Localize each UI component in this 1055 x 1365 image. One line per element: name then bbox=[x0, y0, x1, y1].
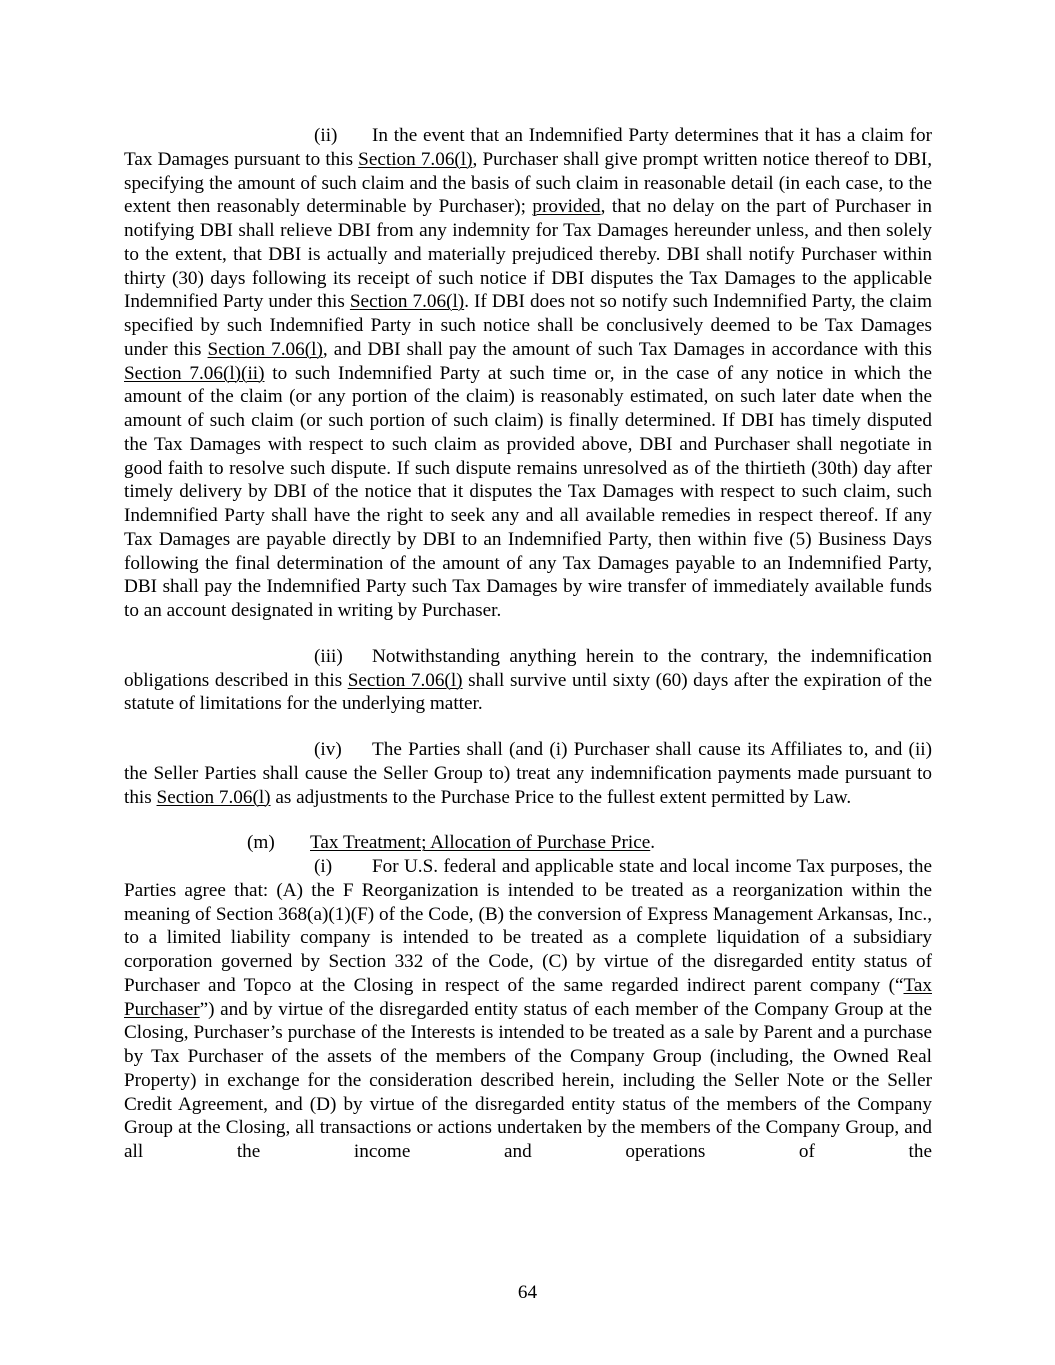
paragraph-ii-label: (ii) bbox=[314, 125, 338, 146]
paragraph-m-i bbox=[124, 855, 932, 1164]
document-page bbox=[124, 124, 932, 1164]
section-reference: Section 7.06(l) bbox=[358, 148, 473, 170]
subsection-m-title: Tax Treatment; Allocation of Purchase Price bbox=[310, 832, 651, 854]
paragraph-ii-text-3: , that no delay on the part of Purchaser in notifying DBI shall relieve DBI from any indemnity for Tax Damages hereunder unless, and then solely to the extent, that DBI is actually and materially prejudiced thereby. DBI shall notify Purchaser within thirty (30) days following its receipt of such notice if DBI disputes the Tax Damages to the applicable Indemnified Party under this bbox=[124, 196, 932, 313]
section-reference: Section 7.06(l) bbox=[347, 669, 463, 691]
section-reference: Section 7.06(l) bbox=[156, 786, 271, 808]
paragraph-ii-text-5: , and DBI shall pay the amount of such Tax Damages in accordance with this bbox=[322, 338, 932, 360]
section-reference: Section 7.06(l)(ii) bbox=[124, 362, 265, 384]
subsection-m-period: . bbox=[650, 832, 656, 854]
section-reference: Section 7.06(l) bbox=[349, 291, 465, 313]
paragraph-ii-text-1: In the event that an Indemnified Party determines that it has a claim for Tax Damages pursuant to this bbox=[124, 125, 932, 170]
page-number: 64 bbox=[517, 1282, 538, 1303]
paragraph-ii-text-6: to such Indemnified Party at such time or, in the case of any notice in which the amount of the claim (or any portion of the claim) is reasonably estimated, on such later date when the amount of such claim (or such portion of such claim) is finally determined. If DBI has timely disputed the Tax Damages with respect to such claim as provided above, DBI and Purchaser shall negotiate in good faith to resolve such dispute. If such dispute remains unresolved as of the thirtieth (30th) day after timely delivery by DBI of the notice that it disputes the Tax Damages with respect to such claim, such Indemnified Party shall have the right to seek any and all available remedies in respect thereof. If any Tax Damages are payable directly by DBI to an Indemnified Party, then within five (5) Business Days following the final determination of the amount of any Tax Damages payable to an Indemnified Party, DBI shall pay the Indemnified Party such Tax Damages by wire transfer of immediately available funds to an account designated in writing by Purchaser. bbox=[124, 362, 932, 621]
paragraph-m-i-label: (i) bbox=[314, 856, 333, 877]
paragraph-iv bbox=[124, 738, 932, 809]
paragraph-iii bbox=[124, 645, 932, 716]
paragraph-iv-text-1: The Parties shall (and (i) Purchaser shall cause its Affiliates to, and (ii) the Seller Parties shall cause the Seller Group to) treat any indemnification payments made pursuant to this bbox=[124, 739, 932, 808]
defined-term-tax-purchaser: Tax Purchaser bbox=[124, 974, 932, 1020]
paragraph-iv-label: (iv) bbox=[314, 739, 342, 760]
paragraph-ii-text-4: . If DBI does not so notify such Indemnified Party, the claim specified by such Indemnified Party in such notice shall be conclusively deemed to be Tax Damages under this bbox=[124, 291, 932, 360]
paragraph-ii bbox=[124, 124, 932, 623]
section-reference: Section 7.06(l) bbox=[207, 338, 323, 360]
paragraph-iii-text-2: shall survive until sixty (60) days after the expiration of the statute of limitations for the underlying matter. bbox=[124, 669, 933, 715]
provided-term: provided bbox=[532, 196, 601, 218]
paragraph-iv-text-2: as adjustments to the Purchase Price to the fullest extent permitted by Law. bbox=[270, 786, 852, 808]
paragraph-m-i-text-2: ”) and by virtue of the disregarded entity status of each member of the Company Group at the Closing, Purchaser’s purchase of the Interests is intended to be treated as a sale by Parent and a purchase by Tax Purchaser of the assets of the members of the Company Group (including, the Owned Real Property) in exchange for the consideration described herein, including the Seller Note or the Seller Credit Agreement, and (D) by virtue of the disregarded entity status of the members of the Company Group at the Closing, all transactions or actions undertaken by the members of the Company Group, and all the income and operations of the bbox=[124, 998, 932, 1162]
paragraph-iii-label: (iii) bbox=[314, 645, 343, 667]
paragraph-iii-text-1: Notwithstanding anything herein to the contrary, the indemnification obligations described in this bbox=[124, 645, 932, 691]
subsection-m-label: (m) bbox=[247, 832, 275, 854]
paragraph-m-i-text-1: For U.S. federal and applicable state and local income Tax purposes, the Parties agree that: (A) the F Reorganization is intended to be treated as a reorganization within the meaning of Section 368(a)(1)(F) of the Code, (B) the conversion of Express Management Arkansas, Inc., to a limited liability company is intended to be treated as a complete liquidation of a subsidiary corporation governed by Section 332 of the Code, (C) by virtue of the disregarded entity status of Purchaser and Topco at the Closing in respect of the same regarded indirect parent company (“ bbox=[124, 856, 932, 996]
subsection-m-heading bbox=[124, 831, 932, 855]
paragraph-ii-text-2: , Purchaser shall give prompt written notice thereof to DBI, specifying the amount of such claim and the basis of such claim in reasonable detail (in each case, to the extent then reasonably determinable by Purchaser); bbox=[124, 148, 933, 218]
